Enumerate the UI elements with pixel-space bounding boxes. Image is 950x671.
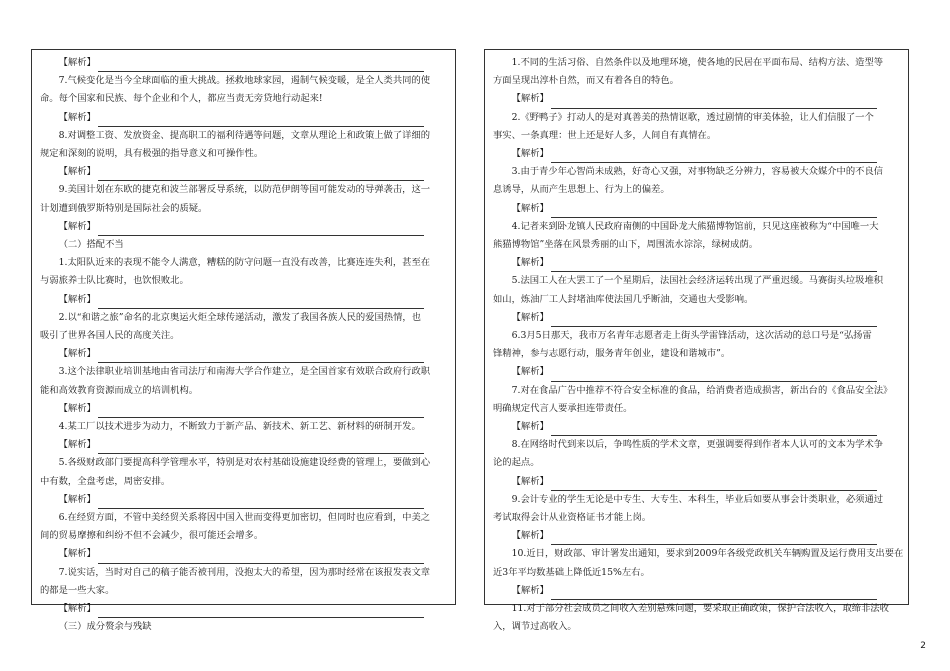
analysis-blank: [40, 400, 447, 418]
question-text: 中有数，全盘考虑，周密安排。: [40, 475, 171, 487]
answer-line: [551, 205, 877, 218]
question-text: 8.在网络时代到来以后，争鸣性质的学术文章，更强调要得到作者本人认可的文本为学术争: [511, 439, 884, 451]
analysis-label: 【解析】: [511, 584, 549, 596]
analysis-blank: [40, 109, 447, 127]
question-text: 5.各级财政部门要提高科学管理水平，特别是对农村基础设施建设经费的管理上，要做到心: [58, 457, 431, 469]
question-text: 如山，炼油厂工人封堵油库使法国几乎断油，交通也大受影响。: [493, 293, 754, 305]
question-text: 4.记者来到卧龙镇人民政府南侧的中国卧龙大熊猫博物馆前，只见这座被称为“中国唯一大: [511, 220, 879, 232]
question-text: 与弱旅养士队比赛时，也饮恨败北。: [40, 275, 189, 287]
analysis-label: 【解析】: [58, 166, 96, 178]
analysis-blank: [40, 218, 447, 236]
question-text: 命。每个国家和民族、每个企业和个人，都应当责无旁贷地行动起来!: [40, 93, 323, 105]
answer-line: [98, 441, 424, 454]
question-text: 8.对调整工资、发放资金、提高职工的福利待遇等问题，文章从理论上和政策上做了详细的: [58, 129, 431, 141]
analysis-label: 【解析】: [58, 293, 96, 305]
answer-line: [551, 532, 877, 545]
analysis-label: 【解析】: [58, 348, 96, 360]
question-text: 近3年平均数基础上降低近15%左右。: [493, 566, 650, 578]
analysis-label: 【解析】: [511, 421, 549, 433]
answer-line: [551, 259, 877, 272]
analysis-label: 【解析】: [511, 93, 549, 105]
question-text: 吸引了世界各国人民的高度关注。: [40, 330, 180, 342]
analysis-blank: [493, 527, 900, 545]
question-text: （二）搭配不当: [58, 239, 124, 251]
analysis-blank: [40, 54, 447, 72]
analysis-blank: [40, 600, 447, 618]
analysis-blank: [40, 345, 447, 363]
answer-line: [98, 405, 424, 418]
analysis-blank: [493, 200, 900, 218]
question-text: 7.气候变化是当今全球面临的重大挑战。拯救地球家园，遏制气候变暖，是全人类共同的使: [58, 75, 431, 87]
question-text: 2.《野鸭子》打动人的是对真善美的热情讴歌，透过剧情的审美体验，让人们信服了一个: [511, 111, 874, 123]
answer-line: [98, 605, 424, 618]
question-text: 9.会计专业的学生无论是中专生、大专生、本科生，毕业后如要从事会计类职业，必须通过: [511, 493, 884, 505]
page-number: 2: [920, 641, 926, 651]
answer-line: [98, 350, 424, 363]
analysis-blank: [40, 491, 447, 509]
answer-line: [98, 114, 424, 127]
answer-line: [98, 496, 424, 509]
question-text: 的都是一些大家。: [40, 584, 115, 596]
question-text: （三）成分赘余与残缺: [58, 621, 152, 633]
answer-line: [98, 59, 424, 72]
question-text: 规定和深刻的说明，具有极强的指导意义和可操作性。: [40, 148, 264, 160]
question-text: 计划遭到俄罗斯特别是国际社会的质疑。: [40, 202, 208, 214]
analysis-blank: [493, 418, 900, 436]
analysis-label: 【解析】: [58, 111, 96, 123]
analysis-label: 【解析】: [511, 366, 549, 378]
question-text: 方面呈现出淳朴自然，而又有着各自的特色。: [493, 75, 679, 87]
answer-line: [551, 96, 877, 109]
answer-line: [551, 587, 877, 600]
question-text: 熊猫博物馆”坐落在风景秀丽的山下，周围流水淙淙，绿树成荫。: [493, 239, 759, 251]
analysis-blank: [493, 582, 900, 600]
question-text: 间的贸易摩擦和纠纷不但不会减少，很可能还会增多。: [40, 530, 264, 542]
analysis-blank: [493, 473, 900, 491]
analysis-label: 【解析】: [58, 402, 96, 414]
analysis-label: 【解析】: [58, 57, 96, 68]
answer-line: [98, 551, 424, 564]
question-text: 10.近日，财政部、审计署发出通知，要求到2009年各级党政机关车辆购置及运行费用支出要在: [511, 548, 904, 560]
answer-line: [551, 369, 877, 382]
question-text: 锋精神，参与志愿行动，服务青年创业，建设和谐城市”。: [493, 348, 731, 360]
question-text: 11.对于部分社会成员之间收入差别悬殊问题，要采取正确政策，保护合法收入，取缔非法收: [511, 603, 889, 615]
analysis-blank: [493, 254, 900, 272]
question-text: 入，调节过高收入。: [493, 621, 577, 633]
analysis-blank: [493, 90, 900, 108]
question-text: 6.3月5日那天，我市万名青年志愿者走上街头学雷锋活动，这次活动的总口号是“弘扬雷: [511, 330, 872, 342]
question-text: 6.在经贸方面，不管中美经贸关系将因中国入世而变得更加密切，但同时也应看到，中美之: [58, 512, 431, 524]
question-text: 事实、一条真理：世上还是好人多，人间自有真情在。: [493, 129, 717, 141]
analysis-label: 【解析】: [511, 202, 549, 214]
answer-line: [551, 423, 877, 436]
answer-line: [98, 168, 424, 181]
analysis-label: 【解析】: [511, 257, 549, 269]
analysis-blank: [493, 309, 900, 327]
analysis-label: 【解析】: [511, 311, 549, 323]
analysis-blank: [40, 436, 447, 454]
analysis-label: 【解析】: [58, 548, 96, 560]
answer-line: [551, 314, 877, 327]
answer-line: [551, 150, 877, 163]
analysis-blank: [493, 363, 900, 381]
question-text: 3.由于青少年心智尚未成熟，好奇心又强，对事物缺乏分辨力，容易被大众媒介中的不良信: [511, 166, 884, 178]
analysis-label: 【解析】: [58, 220, 96, 232]
analysis-blank: [40, 291, 447, 309]
analysis-blank: [40, 163, 447, 181]
question-text: 7.对在食品广告中推荐不符合安全标准的食品，给消费者造成损害，新出台的《食品安全法》: [511, 384, 893, 396]
question-text: 4.某工厂以技术进步为动力，不断致力于新产品、新技术、新工艺、新材料的研制开发。: [58, 421, 421, 433]
question-text: 3.这个法律职业培训基地由省司法厅和南海大学合作建立，是全国首家有效联合政府行政职: [58, 366, 431, 378]
question-text: 明确规定代言人要承担连带责任。: [493, 402, 633, 414]
question-text: 考试取得会计从业资格证书才能上岗。: [493, 512, 652, 524]
question-text: 7.说实话，当时对自己的稿子能否被刊用，没抱太大的希望，因为那时经常在该报发表文章: [58, 566, 431, 578]
answer-line: [98, 223, 424, 236]
right-column: [484, 49, 909, 633]
analysis-label: 【解析】: [58, 493, 96, 505]
analysis-label: 【解析】: [511, 475, 549, 487]
question-text: 息诱导，从而产生思想上、行为上的偏差。: [493, 184, 670, 196]
analysis-blank: [493, 145, 900, 163]
analysis-label: 【解析】: [58, 439, 96, 451]
question-text: 5.法国工人在大罢工了一个星期后，法国社会经济运转出现了严重迟缓。马赛街头垃圾堆积: [511, 275, 884, 287]
question-text: 9.美国计划在东欧的捷克和波兰部署反导系统，以防范伊朗等国可能发动的导弹袭击，这一: [58, 184, 431, 196]
question-text: 2.以“和谐之旅”命名的北京奥运火炬全球传递活动，激发了我国各族人民的爱国热情，也: [58, 311, 421, 323]
analysis-blank: [40, 545, 447, 563]
question-text: 论的起点。: [493, 457, 540, 469]
question-text: 1.太阳队近来的表现不能令人满意，糟糕的防守问题一直没有改善，比赛连连失利，甚至在: [58, 257, 431, 269]
answer-line: [98, 296, 424, 309]
answer-line: [551, 478, 877, 491]
analysis-label: 【解析】: [58, 603, 96, 615]
question-text: 能和高效教育资源而成立的培训机构。: [40, 384, 199, 396]
analysis-label: 【解析】: [511, 148, 549, 160]
left-column: [31, 49, 456, 633]
analysis-label: 【解析】: [511, 530, 549, 542]
question-text: 1.不同的生活习俗、自然条件以及地理环境，使各地的民居在平面布局、结构方法、造型等: [511, 57, 884, 68]
